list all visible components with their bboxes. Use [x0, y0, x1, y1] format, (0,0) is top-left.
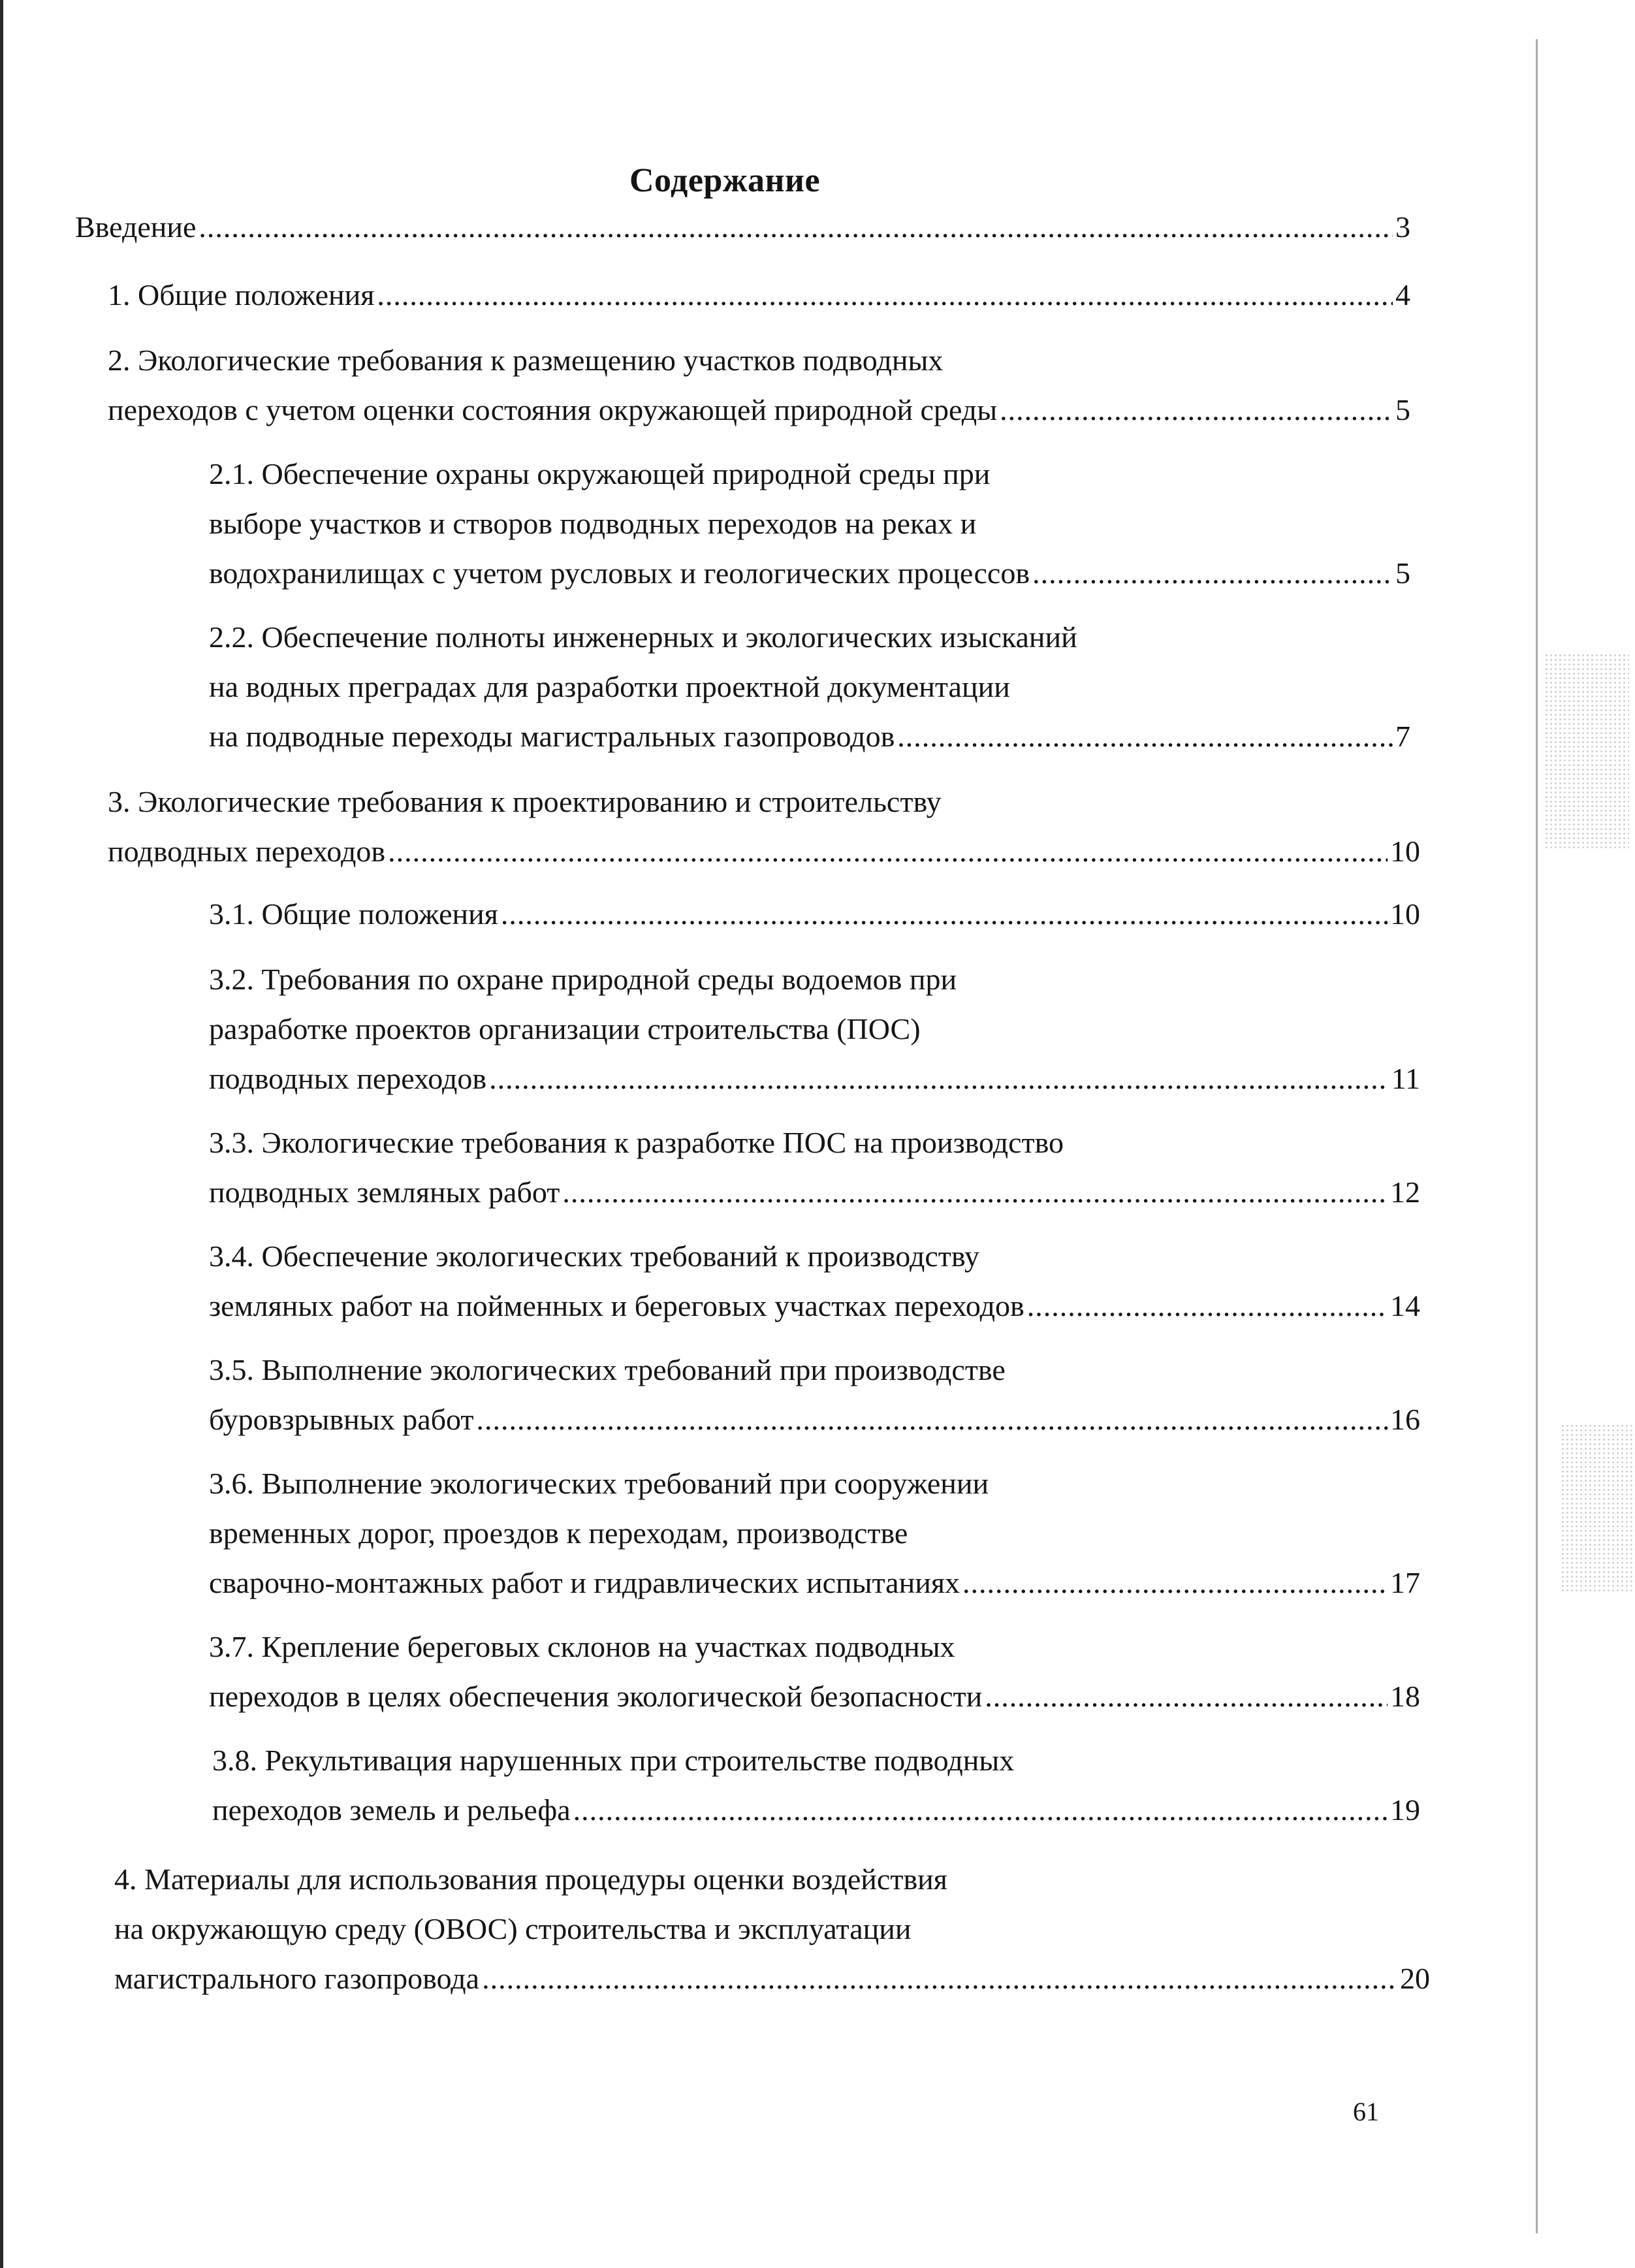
- toc-entry-page: 19: [1390, 1793, 1420, 1827]
- toc-entry-page: 16: [1390, 1403, 1420, 1436]
- toc-entry-title: 1. Общие положения: [108, 278, 375, 311]
- dot-leader: [377, 270, 1393, 320]
- toc-entry-page: 20: [1400, 1962, 1430, 1995]
- dot-leader: [1032, 549, 1393, 598]
- toc-entry-page: 17: [1390, 1566, 1420, 1599]
- toc-entry-title-line: 3.4. Обеспечение экологических требований к производству: [209, 1239, 980, 1273]
- dot-leader: [501, 889, 1388, 939]
- toc-entry-title-line: буровзрывных работ: [209, 1403, 474, 1436]
- toc-entry-title-line: на окружающую среду (ОВОС) строительства и эксплуатации: [114, 1912, 912, 1945]
- toc-entry-title-line: 2. Экологические требования к размещению участков подводных: [108, 343, 944, 377]
- toc-entry-title-line: 3.3. Экологические требования к разработке ПОС на производство: [209, 1126, 1064, 1159]
- toc-entry-title-line: выборе участков и створов подводных переходов на реках и: [209, 507, 977, 540]
- toc-entry-title: 3.1. Общие положения: [209, 897, 498, 931]
- toc-entry-title-line: подводных земляных работ: [209, 1175, 560, 1209]
- toc-entry-title-line: 3.2. Требования по охране природной среды водоемов при: [209, 963, 957, 996]
- scan-border-left: [0, 0, 3, 2268]
- dot-leader: [985, 1672, 1388, 1721]
- dot-leader: [489, 1054, 1389, 1104]
- toc-entry-section-3-6[interactable]: [209, 1459, 1420, 1608]
- page-number: 61: [1353, 2097, 1379, 2126]
- toc-entry-section-3[interactable]: [108, 777, 1420, 876]
- dot-leader: [1027, 1281, 1388, 1331]
- toc-entry-title-line: магистрального газопровода: [114, 1962, 480, 1995]
- toc-entry-page: 18: [1390, 1680, 1420, 1713]
- scan-noise-upper: [1544, 653, 1629, 849]
- toc-entry-page: 4: [1395, 278, 1410, 311]
- dot-leader: [573, 1785, 1388, 1835]
- toc-entry-section-3-7[interactable]: [209, 1622, 1420, 1721]
- toc-entry-title-line: 4. Материалы для использования процедуры оценки воздействия: [114, 1862, 947, 1896]
- toc-entry-title-line: переходов в целях обеспечения экологической безопасности: [209, 1680, 983, 1713]
- toc-entry-title-line: земляных работ на пойменных и береговых участках переходов: [209, 1289, 1024, 1322]
- dot-leader: [1000, 385, 1393, 435]
- toc-entry-page: 11: [1391, 1062, 1420, 1095]
- dot-leader: [562, 1168, 1388, 1217]
- dot-leader: [897, 712, 1393, 761]
- toc-entry-section-2[interactable]: [108, 336, 1410, 435]
- toc-entry-title-line: водохранилищах с учетом русловых и геологических процессов: [209, 556, 1030, 590]
- toc-entry-introduction[interactable]: [75, 202, 1410, 252]
- toc-entry-title-line: на водных преградах для разработки проектной документации: [209, 670, 1010, 703]
- toc-entry-title-line: 2.2. Обеспечение полноты инженерных и экологических изысканий: [209, 620, 1077, 654]
- toc-entry-title-line: 3.8. Рекультивация нарушенных при строительстве подводных: [212, 1744, 1015, 1777]
- toc-entry-page: 12: [1390, 1175, 1420, 1209]
- toc-entry-title-line: разработке проектов организации строительства (ПОС): [209, 1012, 921, 1046]
- toc-entry-section-4[interactable]: [114, 1855, 1430, 2004]
- toc-entry-title-line: на подводные переходы магистральных газопроводов: [209, 720, 895, 753]
- toc-entry-title-line: 3.6. Выполнение экологических требований при сооружении: [209, 1467, 989, 1500]
- toc-entry-page: 5: [1395, 556, 1410, 590]
- scan-border-right: [1536, 39, 1538, 2233]
- toc-entry-page: 14: [1390, 1289, 1420, 1322]
- toc-entry-page: 5: [1395, 393, 1410, 426]
- toc-entry-title-line: переходов с учетом оценки состояния окружающей природной среды: [108, 393, 998, 426]
- toc-entry-page: 10: [1390, 835, 1420, 868]
- toc-entry-section-3-8[interactable]: [212, 1736, 1420, 1835]
- toc-entry-section-3-3[interactable]: [209, 1118, 1420, 1217]
- scan-noise-lower: [1561, 1424, 1632, 1593]
- toc-entry-title-line: 2.1. Обеспечение охраны окружающей природной среды при: [209, 457, 991, 490]
- toc-entry-section-3-2[interactable]: [209, 955, 1420, 1104]
- toc-entry-title-line: подводных переходов: [209, 1062, 487, 1095]
- toc-entry-page: 3: [1395, 210, 1410, 244]
- page-title: Содержание: [629, 161, 821, 199]
- dot-leader: [198, 202, 1393, 252]
- dot-leader: [477, 1395, 1388, 1445]
- toc-entry-title-line: подводных переходов: [108, 835, 386, 868]
- toc-entry-section-1[interactable]: [108, 270, 1410, 320]
- toc-entry-page: 7: [1395, 720, 1410, 753]
- dot-leader: [482, 1954, 1397, 2004]
- toc-entry-section-3-1[interactable]: [209, 889, 1420, 939]
- toc-entry-page: 10: [1390, 897, 1420, 931]
- toc-entry-section-3-4[interactable]: [209, 1232, 1420, 1331]
- dot-leader: [388, 827, 1388, 876]
- toc-entry-title: Введение: [75, 210, 197, 244]
- toc-entry-title-line: сварочно-монтажных работ и гидравлических испытаниях: [209, 1566, 960, 1599]
- toc-entry-title-line: переходов земель и рельефа: [212, 1793, 571, 1827]
- toc-entry-section-2-2[interactable]: [209, 613, 1410, 761]
- toc-entry-section-3-5[interactable]: [209, 1345, 1420, 1445]
- toc-entry-title-line: временных дорог, проездов к переходам, производстве: [209, 1516, 908, 1550]
- toc-entry-title-line: 3. Экологические требования к проектированию и строительству: [108, 785, 942, 818]
- toc-entry-title-line: 3.5. Выполнение экологических требований при производстве: [209, 1353, 1006, 1386]
- dot-leader: [962, 1558, 1388, 1608]
- toc-entry-title-line: 3.7. Крепление береговых склонов на участках подводных: [209, 1630, 955, 1663]
- toc-entry-section-2-1[interactable]: [209, 449, 1410, 598]
